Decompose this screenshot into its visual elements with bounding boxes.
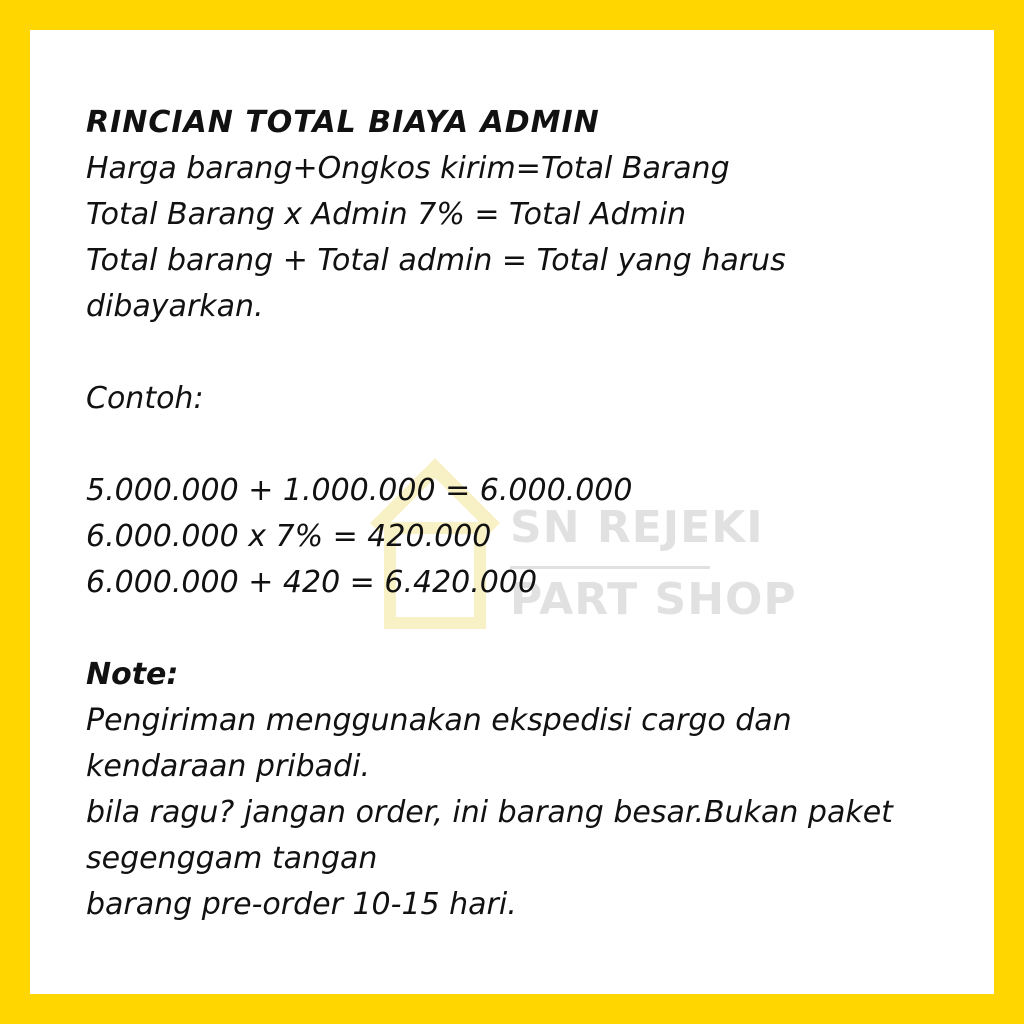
example-line: 5.000.000 + 1.000.000 = 6.000.000	[86, 473, 633, 508]
info-card	[30, 30, 994, 994]
note-line: bila ragu? jangan order, ini barang besar.Bukan paket	[86, 795, 893, 830]
formula-line: Total Barang x Admin 7% = Total Admin	[86, 197, 687, 232]
content	[86, 100, 956, 928]
spacer	[86, 330, 956, 376]
note-label: Note:	[86, 657, 179, 692]
formula-line: Harga barang+Ongkos kirim=Total Barang	[86, 151, 730, 186]
watermark-line-2: PART SHOP	[510, 574, 797, 625]
note-line: kendaraan pribadi.	[86, 749, 370, 784]
spacer	[86, 606, 956, 652]
example-line: 6.000.000 + 420 = 6.420.000	[86, 565, 538, 600]
watermark-line-1: SN REJEKI	[510, 502, 764, 553]
formula-line: dibayarkan.	[86, 289, 264, 324]
note-line: segenggam tangan	[86, 841, 378, 876]
note-line: Pengiriman menggunakan ekspedisi cargo dan	[86, 703, 792, 738]
formula-line: Total barang + Total admin = Total yang harus	[86, 243, 786, 278]
page-title: RINCIAN TOTAL BIAYA ADMIN	[86, 105, 600, 140]
example-label: Contoh:	[86, 381, 204, 416]
spacer	[86, 422, 956, 468]
example-line: 6.000.000 x 7% = 420.000	[86, 519, 492, 554]
note-line: barang pre-order 10-15 hari.	[86, 887, 517, 922]
